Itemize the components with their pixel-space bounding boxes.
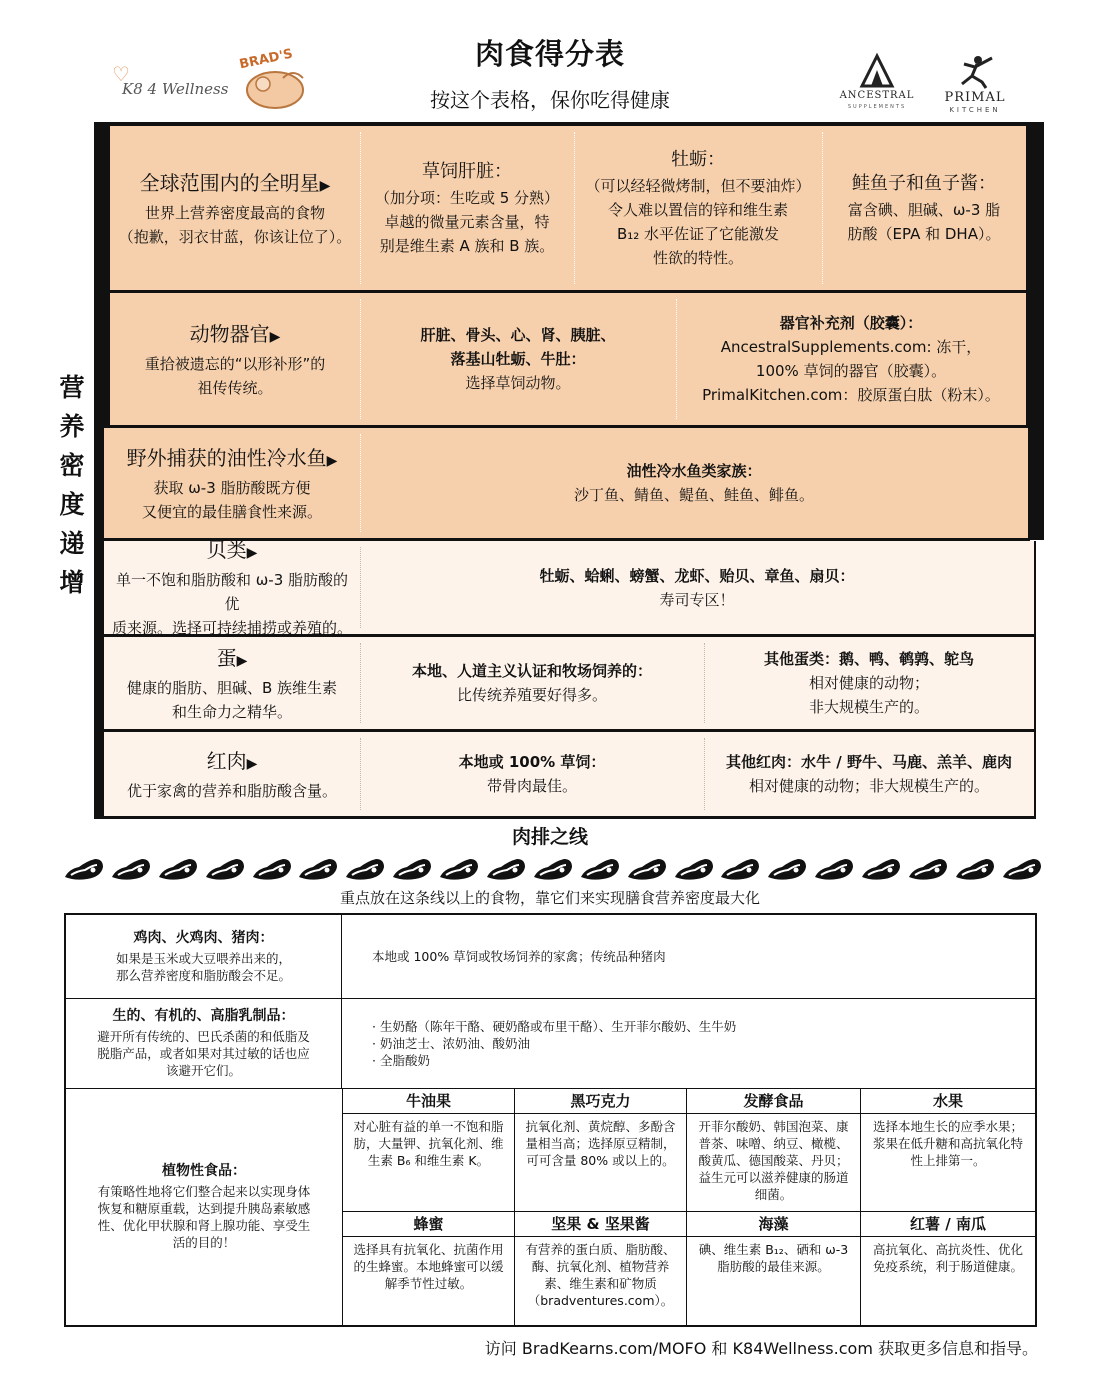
other-red-meat-cell: 其他红肉：水牛 / 野牛、马鹿、羔羊、鹿肉 相对健康的动物；非大规模生产的。 [726,753,1012,795]
k8-wellness-logo: ♡ K8 4 Wellness [112,62,229,98]
liver-cell: 草饲肝脏： （加分项：生吃或 5 分熟） 卓越的微量元素含量，特 别是维生素 A 族和 B 族。 [374,161,560,255]
steak-icon [579,853,621,883]
tier-eggs [104,637,1036,732]
tier-organs [110,293,1028,428]
steak-icon [110,853,152,883]
steak-icon [297,853,339,883]
tier-header: 野外捕获的油性冷水鱼▶ 获取 ω-3 脂肪酸既方便 又便宜的最佳膳食性来源。 [126,445,338,521]
steak-icon [954,853,996,883]
steak-icon [251,853,293,883]
triangle-right-icon: ▶ [326,452,338,469]
meat-line-note: 重点放在这条线以上的食物，靠它们来实现膳食营养密度最大化 [339,889,760,907]
grassfed-meat-cell: 本地或 100% 草饲： 带骨肉最佳。 [458,753,606,795]
pyramid-frame-right [1028,122,1044,540]
plant-avocado: 牛油果 对心脏有益的单一不饱和脂肪，大量钾、抗氧化剂、维生素 B₆ 和维生素 K。 [342,1089,514,1212]
steak-icon [63,853,105,883]
triangle-right-icon: ▶ [246,755,258,772]
plants-label: 植物性食品： 有策略性地将它们整合起来以实现身体 恢复和糖原重载，达到提升胰岛素敏感 性、优化甲状腺和肾上腺功能、享受生 活的目的！ [97,1163,311,1250]
tier-superstars [110,126,1028,293]
steak-icon [391,853,433,883]
oyster-cell: 牡蛎： （可以经轻微烤制，但不要油炸） 令人难以置信的锌和维生素 B₁₂ 水平佐证了它能激发 性欲的特性。 [585,149,811,267]
steak-icon [1001,853,1043,883]
tier-header: 贝类▶ 单一不饱和脂肪酸和 ω-3 脂肪酸的优 质来源。选择可持续捕捞或养殖的。 [111,538,352,637]
plant-fruit: 水果 选择本地生长的应季水果；浆果在低升糖和高抗氧化特性上排第一。 [860,1089,1035,1212]
steak-icon [157,853,199,883]
fish-list-cell: 油性冷水鱼类家族： 沙丁鱼、鲭鱼、鳀鱼、鲑鱼、鲱鱼。 [573,462,814,504]
page-title: 肉食得分表 [474,37,625,71]
triangle-right-icon: ▶ [319,177,331,194]
steak-icon [673,853,715,883]
plant-honey: 蜂蜜 选择具有抗氧化、抗菌作用的生蜂蜜。本地蜂蜜可以缓解季节性过敏。 [342,1212,514,1325]
tier-header: 动物器官▶ 重拾被遗忘的“以形补形”的 祖传传统。 [144,321,326,397]
nutrient-density-label: 营养密度递增 [59,373,85,597]
steak-icon [766,853,808,883]
tier-header: 蛋▶ 健康的脂肪、胆碱、B 族维生素 和生命力之精华。 [126,645,338,721]
steak-row [63,853,1043,885]
runner-icon [940,52,1010,90]
plant-sweet-potato: 红薯 / 南瓜 高抗氧化、高抗炎性、优化免疫系统，利于肠道健康。 [860,1212,1035,1325]
plant-dark-chocolate: 黑巧克力 抗氧化剂、黄烷醇、多酚含量相当高；选择原豆精制，可可含量 80% 或以上的。 [514,1089,686,1212]
triangle-right-icon: ▶ [269,328,281,345]
tier-oily-fish [104,428,1030,541]
local-eggs-cell: 本地、人道主义认证和牧场饲养的： 比传统养殖要好得多。 [411,662,652,704]
dairy-row [66,999,1035,1089]
steak-icon [860,853,902,883]
tier-header: 红肉▶ 优于家禽的营养和脂肪酸含量。 [126,748,337,800]
page-subtitle: 按这个表格，保你吃得健康 [430,88,670,112]
tier-red-meat [104,732,1036,819]
steak-icon [532,853,574,883]
steak-icon [813,853,855,883]
steak-icon [719,853,761,883]
plant-fermented-foods: 发酵食品 开菲尔酸奶、韩国泡菜、康普茶、味噌、纳豆、橄榄、酸黄瓜、德国酸菜、丹贝；益生元可以滋养健康的肠道细菌。 [686,1089,860,1212]
plant-nuts: 坚果 & 坚果酱 有营养的蛋白质、脂肪酸、酶、抗氧化剂、植物营养素、维生素和矿物质（bradventures.com）。 [514,1212,686,1325]
ancestral-supplements-logo: ANCESTRAL SUPPLEMENTS [832,52,922,114]
dairy-label: 生的、有机的、高脂乳制品： 避开所有传统的、巴氏杀菌的和低脂及 脱脂产品，或者如果对其过敏的话也应 该避开它们。 [66,999,342,1088]
shellfish-list-cell: 牡蛎、蛤蜊、螃蟹、龙虾、贻贝、章鱼、扇贝： 寿司专区！ [539,566,855,609]
heart-icon: ♡ [112,62,130,86]
poultry-row [66,915,1035,999]
brads-logo: BRAD'S [233,48,313,114]
triangle-icon [832,52,922,90]
dairy-detail: · 生奶酪（陈年干酪、硬奶酪或布里干酪）、生开菲尔酸奶、生牛奶 · 奶油芝士、浓奶油、酸奶油 · 全脂酸奶 [372,1019,737,1068]
steak-icon [907,853,949,883]
triangle-right-icon: ▶ [246,545,258,561]
steak-icon [344,853,386,883]
organ-supplement-cell: 器官补充剂（胶囊）： AncestralSupplements.com: 冻干， 100% 草饲的器官（胶囊）。 PrimalKitchen.com：胶原蛋白肽（粉末）。 [702,314,1000,404]
steak-icon [485,853,527,883]
poultry-label: 鸡肉、火鸡肉、猪肉： 如果是玉米或大豆喂养出来的， 那么营养密度和脂肪酸会不足。 [66,915,342,998]
steak-icon [204,853,246,883]
steak-icon [626,853,668,883]
triangle-right-icon: ▶ [236,652,248,669]
plants-row [66,1089,1035,1325]
organ-list-cell: 肝脏、骨头、心、肾、胰脏、 落基山牡蛎、牛肚： 选择草饲动物。 [420,326,616,392]
plant-seaweed: 海藻 碘、维生素 B₁₂、硒和 ω-3 脂肪酸的最佳来源。 [686,1212,860,1325]
tier-header: 全球范围内的全明星▶ 世界上营养密度最高的食物 （抱歉，羽衣甘蓝，你该让位了）。 [118,170,352,246]
steak-icon [438,853,480,883]
other-eggs-cell: 其他蛋类：鹅、鸭、鹌鹑、鸵鸟 相对健康的动物； 非大规模生产的。 [763,650,974,716]
meat-line-label: 肉排之线 [511,826,588,848]
footer-note: 访问 BradKearns.com/MOFO 和 K84Wellness.com 获取更多信息和指导。 [484,1339,1038,1358]
other-foods-table [64,913,1037,1327]
roe-cell: 鲑鱼子和鱼子酱： 富含碘、胆碱、ω-3 脂 肪酸（EPA 和 DHA）。 [847,173,1001,243]
primal-kitchen-logo: PRIMAL KITCHEN [940,52,1010,114]
tier-shellfish [104,538,1036,637]
poultry-detail: 本地或 100% 草饲或牧场饲养的家禽；传统品种猪肉 [372,949,666,964]
